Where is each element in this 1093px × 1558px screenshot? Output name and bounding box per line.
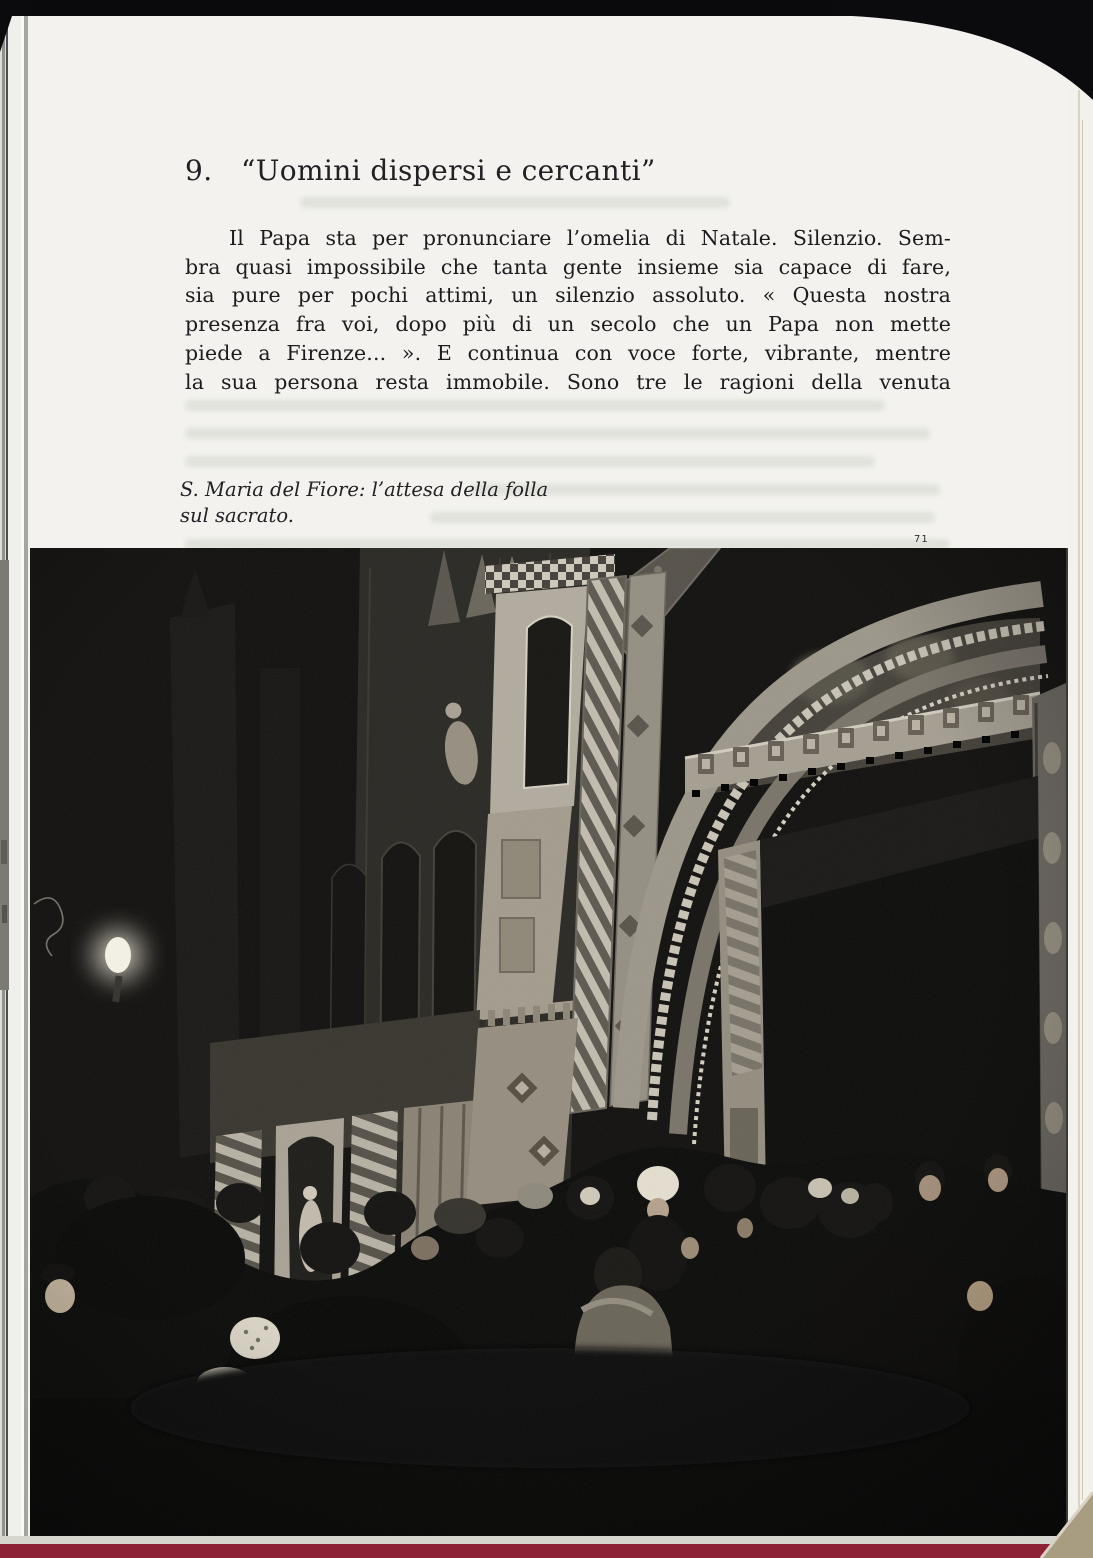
caption-line: sul sacrato. [180,504,294,527]
scan-background-top-left [0,0,34,56]
paragraph-line: piede a Firenze... ». E continua con voce forte, vibrante, mentre [185,340,951,365]
adjacent-page-showthrough [0,560,9,990]
chapter-title: “Uomini dispersi e cercanti” [241,154,656,187]
showthrough-ghost [185,456,875,467]
paragraph-line: presenza fra voi, dopo più di un secolo che un Papa non mette [185,312,951,337]
showthrough-ghost [185,400,885,411]
photo-caption [180,477,548,529]
photo-edge-seam [1066,548,1068,1538]
page-edge-shadow [24,0,28,1558]
caption-line: S. Maria del Fiore: l’attesa della folla [180,478,549,501]
paragraph-line: la sua persona resta immobile. Sono tre le ragioni della venuta [185,369,951,394]
left-page-edges [0,0,28,1558]
paragraph-line: Il Papa sta per pronunciare l’omelia di Natale. Silenzio. Sem- [229,226,951,250]
scan-background-top-right [833,0,1093,100]
page-edge-light [8,0,21,1558]
edge-blotch [1,840,7,864]
paragraph-line: sia pure per pochi attimi, un silenzio assoluto. « Questa nostra [185,283,951,308]
edge-blotch [2,905,7,923]
right-page-edge [1068,0,1093,1558]
photo-santa-maria-del-fiore [30,548,1066,1538]
chapter-heading [185,154,656,187]
showthrough-ghost [185,428,930,439]
book-cover-corner-tan [1033,1484,1093,1558]
body-paragraph [185,224,951,396]
photo-illustration [30,548,1066,1538]
paragraph-line: bra quasi impossibile che tanta gente insieme sia capace di fare, [185,254,951,279]
showthrough-ghost [300,197,730,208]
page-crease [1082,120,1083,1500]
vignette [30,548,1066,1538]
page-crease [1078,90,1080,1520]
chapter-number: 9. [185,154,213,187]
book-cover-red-strip [0,1544,1093,1558]
page-number: 71 [914,534,929,545]
